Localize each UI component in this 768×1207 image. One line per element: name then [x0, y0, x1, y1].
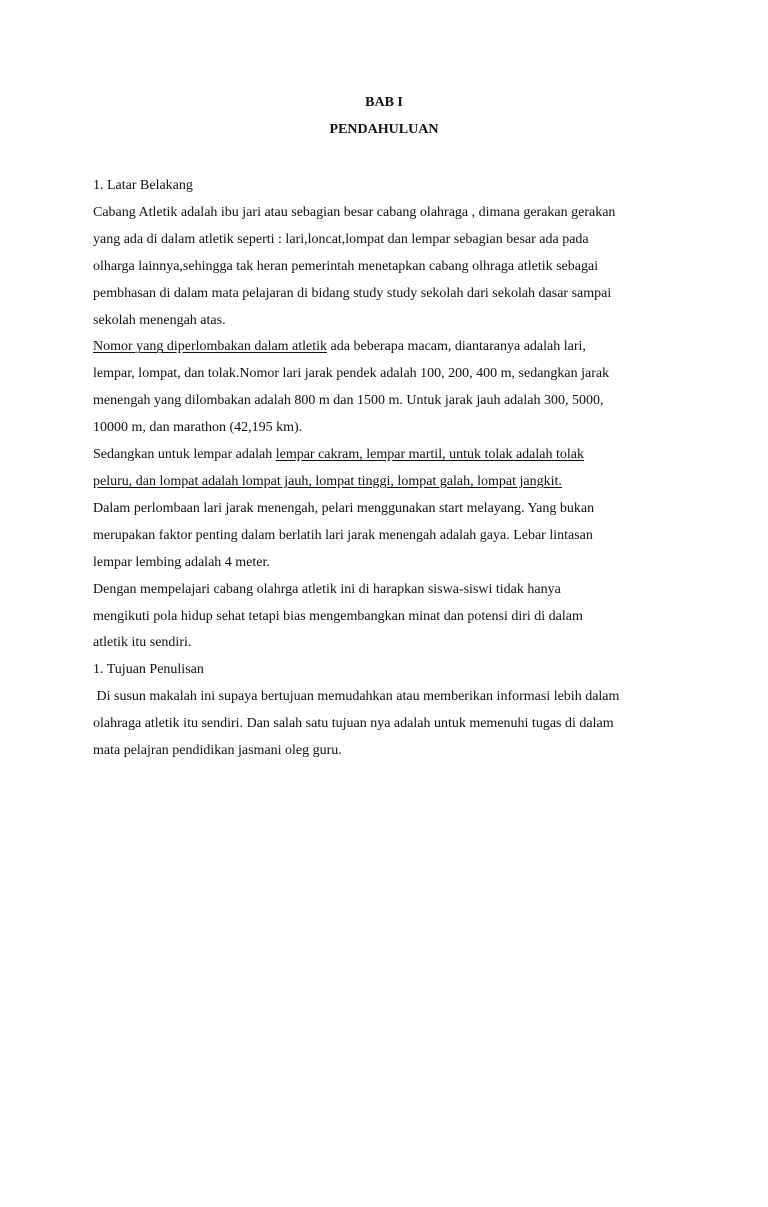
paragraph-line: Dalam perlombaan lari jarak menengah, pelari menggunakan start melayang. Yang bukan [93, 500, 595, 516]
paragraph-line: olharga lainnya,sehingga tak heran pemerintah menetapkan cabang olhraga atletik sebagai [93, 258, 599, 274]
paragraph-line [93, 334, 693, 361]
paragraph-line: Dengan mempelajari cabang olahrga atletik ini di harapkan siswa-siswi tidak hanya [93, 581, 561, 597]
underlined-text: Nomor yang diperlombakan dalam atletik [93, 339, 328, 355]
paragraph-text: Sedangkan untuk lempar adalah [93, 447, 276, 463]
paragraph-line: Cabang Atletik adalah ibu jari atau sebagian besar cabang olahraga , dimana gerakan gerakan [93, 204, 616, 220]
section-heading-tujuan-penulisan: 1. Tujuan Penulisan [93, 662, 204, 678]
chapter-number: BAB I [365, 95, 403, 110]
paragraph-line: mengikuti pola hidup sehat tetapi bias mengembangkan minat dan potensi diri di dalam [93, 608, 583, 624]
paragraph-line: atletik itu sendiri. [93, 635, 192, 651]
paragraph-line: lempar, lompat, dan tolak.Nomor lari jarak pendek adalah 100, 200, 400 m, sedangkan jarak [93, 366, 610, 382]
section-heading-latar-belakang: 1. Latar Belakang [93, 178, 193, 193]
paragraph-line: Di susun makalah ini supaya bertujuan memudahkan atau memberikan informasi lebih dalam [93, 689, 620, 705]
paragraph-line: lempar lembing adalah 4 meter. [93, 554, 270, 570]
paragraph-line: merupakan faktor penting dalam berlatih lari jarak menengah adalah gaya. Lebar lintasan [93, 527, 593, 543]
underlined-text: peluru, dan lompat adalah lompat jauh, lompat tinggi, lompat galah, lompat jangkit. [93, 473, 562, 489]
paragraph-line: menengah yang dilombakan adalah 800 m dan 1500 m. Untuk jarak jauh adalah 300, 5000, [93, 393, 604, 409]
paragraph-line [93, 469, 693, 496]
paragraph-line: pembhasan di dalam mata pelajaran di bidang study study sekolah dari sekolah dasar sampai [93, 285, 612, 301]
chapter-title: PENDAHULUAN [329, 122, 439, 137]
paragraph-line: olahraga atletik itu sendiri. Dan salah satu tujuan nya adalah untuk memenuhi tugas di dalam [93, 716, 614, 732]
paragraph-line: 10000 m, dan marathon (42,195 km). [93, 420, 303, 436]
paragraph-line: mata pelajran pendidikan jasmani oleg guru. [93, 743, 342, 759]
paragraph-line: yang ada di dalam atletik seperti : lari,loncat,lompat dan lempar sebagian besar ada pada [93, 231, 589, 247]
underlined-text: lempar cakram, lempar martil, untuk tolak adalah tolak [275, 447, 584, 463]
document-body [93, 173, 693, 765]
paragraph-line: sekolah menengah atas. [93, 312, 226, 328]
paragraph-text: ada beberapa macam, diantaranya adalah lari, [327, 339, 586, 355]
paragraph-line [93, 442, 693, 469]
